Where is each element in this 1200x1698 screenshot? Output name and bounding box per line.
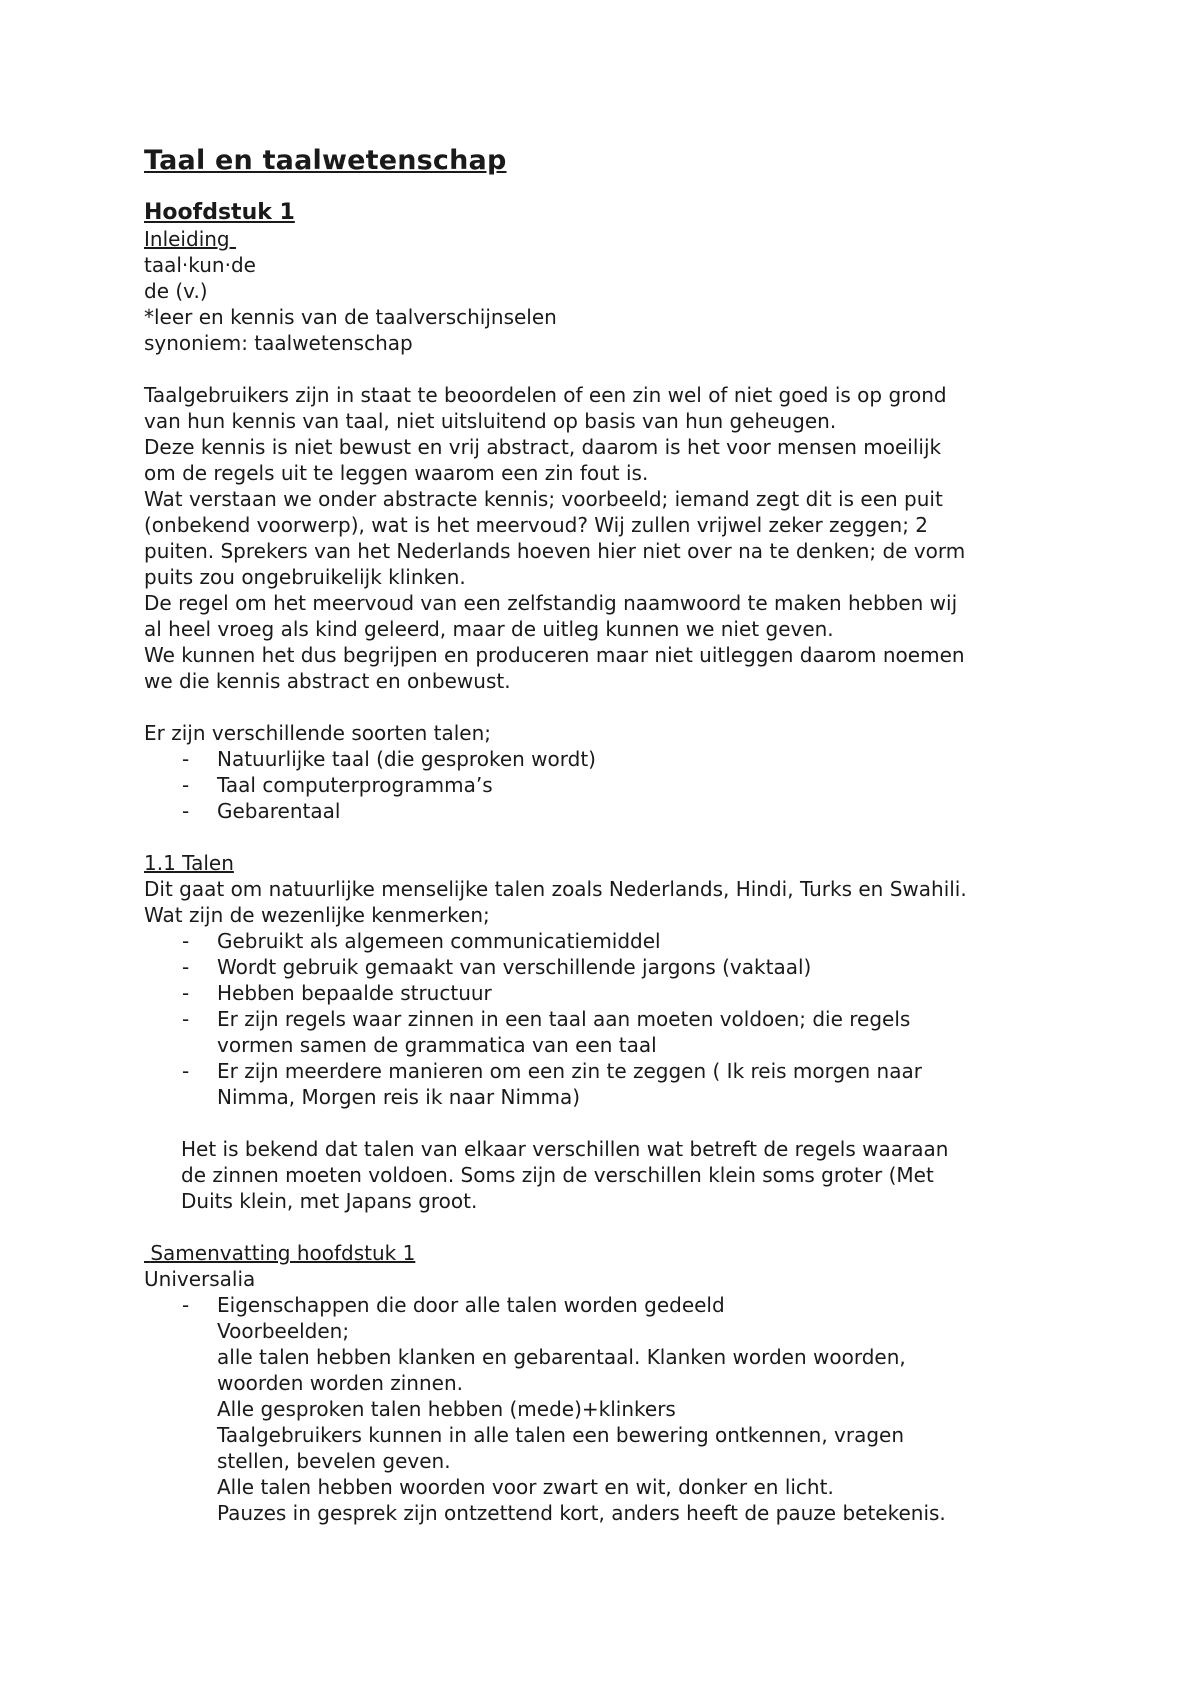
list-item: - Natuurlijke taal (die gesproken wordt) — [182, 747, 596, 771]
example-line: woorden worden zinnen. — [217, 1371, 463, 1395]
list-item: - Er zijn meerdere manieren om een zin te zeggen ( Ik reis morgen naar Nimma, Morgen reis ik naar Nimma) — [182, 1059, 922, 1109]
paragraph-line: van hun kennis van taal, niet uitsluitend op basis van hun geheugen. — [144, 409, 837, 433]
paragraph-line: De regel om het meervoud van een zelfstandig naamwoord te maken hebben wij — [144, 591, 958, 615]
list-marker: - — [182, 929, 190, 953]
note-line: Duits klein, met Japans groot. — [181, 1189, 478, 1213]
paragraph-line: puits zou ongebruikelijk klinken. — [144, 565, 466, 589]
definition-line: synoniem: taalwetenschap — [144, 331, 413, 355]
summary-subheading: Universalia — [144, 1267, 256, 1291]
paragraph-line: puiten. Sprekers van het Nederlands hoeven hier niet over na te denken; de vorm — [144, 539, 966, 563]
example-line: Taalgebruikers kunnen in alle talen een bewering ontkennen, vragen — [217, 1423, 905, 1447]
languages-list — [144, 746, 1074, 824]
list-marker: - — [182, 773, 190, 797]
languages-intro: Er zijn verschillende soorten talen; — [144, 721, 491, 745]
note-line: de zinnen moeten voldoen. Soms zijn de verschillen klein soms groter (Met — [181, 1163, 934, 1187]
summary-list — [144, 1292, 1074, 1318]
list-marker: - — [182, 1059, 190, 1083]
intro-heading: Inleiding — [144, 227, 236, 251]
paragraph-line: om de regels uit te leggen waarom een zin fout is. — [144, 461, 649, 485]
list-item: - Eigenschappen die door alle talen worden gedeeld — [182, 1293, 725, 1317]
list-marker: - — [182, 955, 190, 979]
summary-heading: Samenvatting hoofdstuk 1 — [144, 1241, 416, 1265]
list-marker: - — [182, 1007, 190, 1031]
paragraph-line: Taalgebruikers zijn in staat te beoordelen of een zin wel of niet goed is op grond — [144, 383, 947, 407]
list-marker: - — [182, 1293, 190, 1317]
list-marker: - — [182, 981, 190, 1005]
paragraph-line: Dit gaat om natuurlijke menselijke talen zoals Nederlands, Hindi, Turks en Swahili. — [144, 877, 967, 901]
definition-line: de (v.) — [144, 279, 208, 303]
example-line: stellen, bevelen geven. — [217, 1449, 451, 1473]
paragraph-line: We kunnen het dus begrijpen en produceren maar niet uitleggen daarom noemen — [144, 643, 965, 667]
list-item: - Gebarentaal — [182, 799, 341, 823]
example-line: alle talen hebben klanken en gebarentaal. Klanken worden woorden, — [217, 1345, 906, 1369]
paragraph-line: Wat verstaan we onder abstracte kennis; voorbeeld; iemand zegt dit is een puit — [144, 487, 943, 511]
document-page — [144, 141, 1074, 1526]
list-item: - Er zijn regels waar zinnen in een taal aan moeten voldoen; die regels vormen samen de grammatica van een taal — [182, 1007, 911, 1057]
example-line: Alle talen hebben woorden voor zwart en wit, donker en licht. — [217, 1475, 834, 1499]
paragraph-line: Wat zijn de wezenlijke kenmerken; — [144, 903, 490, 927]
note-line: Het is bekend dat talen van elkaar verschillen wat betreft de regels waaraan — [181, 1137, 949, 1161]
paragraph-line: (onbekend voorwerp), wat is het meervoud? Wij zullen vrijwel zeker zeggen; 2 — [144, 513, 929, 537]
definition-line: *leer en kennis van de taalverschijnselen — [144, 305, 557, 329]
list-item: - Taal computerprogramma’s — [182, 773, 493, 797]
list-item: - Wordt gebruik gemaakt van verschillende jargons (vaktaal) — [182, 955, 812, 979]
definition-line: taal·kun·de — [144, 253, 256, 277]
example-line: Voorbeelden; — [217, 1319, 350, 1343]
features-list — [144, 928, 1074, 1110]
example-line: Alle gesproken talen hebben (mede)+klinkers — [217, 1397, 676, 1421]
list-marker: - — [182, 799, 190, 823]
paragraph-line: al heel vroeg als kind geleerd, maar de uitleg kunnen we niet geven. — [144, 617, 834, 641]
list-item: - Hebben bepaalde structuur — [182, 981, 492, 1005]
chapter-heading: Hoofdstuk 1 — [144, 200, 295, 225]
list-marker: - — [182, 747, 190, 771]
section-heading: 1.1 Talen — [144, 851, 234, 875]
paragraph-line: Deze kennis is niet bewust en vrij abstract, daarom is het voor mensen moeilijk — [144, 435, 942, 459]
document-title: Taal en taalwetenschap — [144, 145, 507, 176]
paragraph-line: we die kennis abstract en onbewust. — [144, 669, 511, 693]
list-item: - Gebruikt als algemeen communicatiemiddel — [182, 929, 661, 953]
example-line: Pauzes in gesprek zijn ontzettend kort, anders heeft de pauze betekenis. — [217, 1501, 946, 1525]
